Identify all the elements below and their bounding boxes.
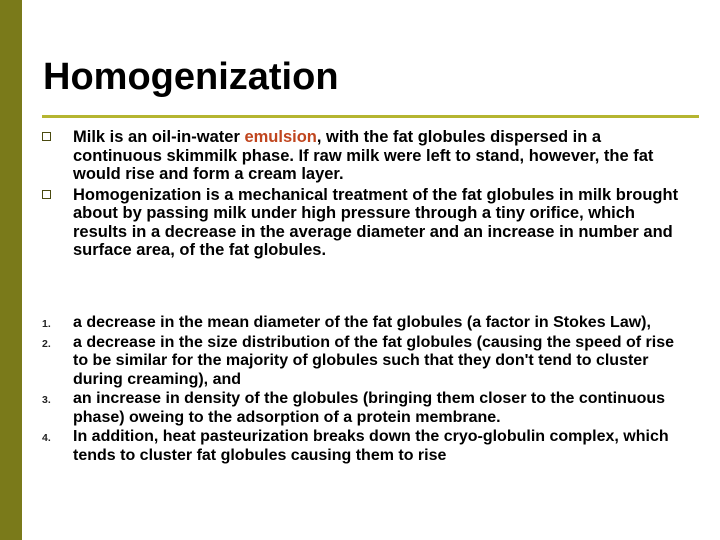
list-item-text: a decrease in the size distribution of the fat globules (causing the speed of rise to be similar for the majority of globules such that they don't tend to cluster during creaming), and: [73, 333, 675, 388]
slide-title: Homogenization: [43, 56, 339, 98]
list-item: [42, 314, 682, 333]
bullet-list: [42, 128, 682, 262]
bullet-text-post: , with the fat globules dispersed in a continuous skimmilk phase. If raw milk were left to stand, however, the fat would rise and form a cream layer.: [73, 128, 654, 183]
emulsion-highlight: emulsion: [244, 128, 317, 146]
bullet-item-emulsion: [42, 128, 682, 184]
bullet-item-homogenization: [42, 186, 682, 260]
square-bullet-icon: [42, 190, 51, 199]
list-number: 1.: [42, 318, 51, 330]
list-number: 2.: [42, 337, 51, 350]
square-bullet-icon: [42, 132, 51, 141]
list-item-text: an increase in density of the globules (bringing them closer to the continuous phase) oweing to the adsorption of a protein membrane.: [73, 390, 666, 426]
title-underline: [42, 115, 699, 118]
list-item: [42, 334, 682, 390]
side-accent-bar: [0, 0, 22, 540]
bullet-text: Homogenization is a mechanical treatment of the fat globules in milk brought about by passing milk under high pressure through a tiny orifice, which results in a decrease in the average diameter and an increase in number and surface area, of the fat globules.: [73, 185, 679, 259]
numbered-list: [42, 314, 682, 466]
list-item-text: In addition, heat pasteurization breaks down the cryo-globulin complex, which tends to cluster fat globules causing them to rise: [73, 428, 669, 464]
list-number: 4.: [42, 432, 51, 444]
bullet-text-pre: Milk is an oil-in-water: [73, 128, 245, 146]
list-item: [42, 390, 682, 427]
list-item-text: a decrease in the mean diameter of the fat globules (a factor in Stokes Law),: [73, 314, 651, 331]
list-item: [42, 428, 682, 465]
list-number: 3.: [42, 394, 51, 406]
